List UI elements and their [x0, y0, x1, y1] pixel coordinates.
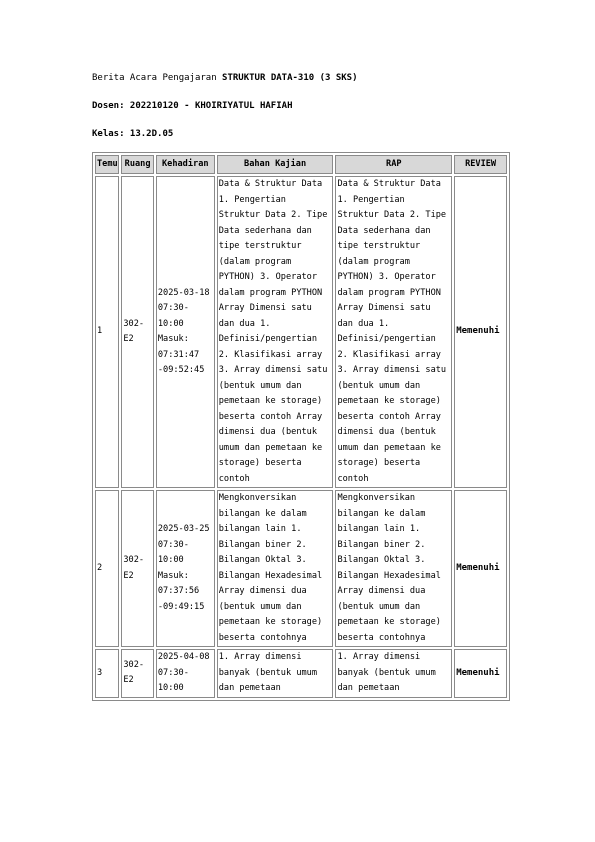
- header-temu: Temu: [95, 155, 119, 174]
- cell-temu: 2: [95, 490, 119, 647]
- cell-bahan-kajian: Mengkonversikan bilangan ke dalam bilangan lain 1. Bilangan biner 2. Bilangan Oktal 3. Bilangan Hexadesimal Array dimensi dua (bentuk umum dan pemetaan ke storage) beserta contohnya: [217, 490, 334, 647]
- table-row: [95, 176, 507, 488]
- cell-rap: Data & Struktur Data 1. Pengertian Struktur Data 2. Tipe Data sederhana dan tipe terstruktur (dalam program PYTHON) 3. Operator dalam program PYTHON Array Dimensi satu dan dua 1. Definisi/pengertian 2. Klasifikasi array 3. Array dimensi satu (bentuk umum dan pemetaan ke storage) beserta contoh Array dimensi dua (bentuk umum dan pemetaan ke storage) beserta contoh: [335, 176, 452, 488]
- course-name: STRUKTUR DATA-310 (3 SKS): [222, 73, 358, 83]
- table-row: [95, 490, 507, 647]
- header-review: REVIEW: [454, 155, 507, 174]
- table-header-row: [95, 155, 507, 174]
- cell-ruang: 302-E2: [121, 176, 153, 488]
- header-kehadiran: Kehadiran: [156, 155, 215, 174]
- cell-rap: 1. Array dimensi banyak (bentuk umum dan pemetaan: [335, 649, 452, 698]
- class-line: Kelas: 13.2D.05: [92, 129, 174, 139]
- cell-temu: 3: [95, 649, 119, 698]
- cell-kehadiran: 2025-04-08 07:30-10:00: [156, 649, 215, 698]
- title-prefix: Berita Acara Pengajaran: [92, 73, 217, 83]
- cell-bahan-kajian: Data & Struktur Data 1. Pengertian Struktur Data 2. Tipe Data sederhana dan tipe terstruktur (dalam program PYTHON) 3. Operator dalam program PYTHON Array Dimensi satu dan dua 1. Definisi/pengertian 2. Klasifikasi array 3. Array dimensi satu (bentuk umum dan pemetaan ke storage) beserta contoh Array dimensi dua (bentuk umum dan pemetaan ke storage) beserta contoh: [217, 176, 334, 488]
- cell-review: Memenuhi: [454, 176, 507, 488]
- cell-temu: 1: [95, 176, 119, 488]
- cell-ruang: 302-E2: [121, 490, 153, 647]
- cell-kehadiran: 2025-03-18 07:30-10:00 Masuk: 07:31:47 -09:52:45: [156, 176, 215, 488]
- table-row: [95, 649, 507, 698]
- header-ruang: Ruang: [121, 155, 153, 174]
- cell-bahan-kajian: 1. Array dimensi banyak (bentuk umum dan pemetaan: [217, 649, 334, 698]
- header-rap: RAP: [335, 155, 452, 174]
- attendance-table: [92, 152, 510, 701]
- document-title: [92, 73, 358, 83]
- cell-review: Memenuhi: [454, 649, 507, 698]
- cell-rap: Mengkonversikan bilangan ke dalam bilangan lain 1. Bilangan biner 2. Bilangan Oktal 3. Bilangan Hexadesimal Array dimensi dua (bentuk umum dan pemetaan ke storage) beserta contohnya: [335, 490, 452, 647]
- cell-kehadiran: 2025-03-25 07:30-10:00 Masuk: 07:37:56 -09:49:15: [156, 490, 215, 647]
- cell-review: Memenuhi: [454, 490, 507, 647]
- header-bahan-kajian: Bahan Kajian: [217, 155, 334, 174]
- lecturer-line: Dosen: 202210120 - KHOIRIYATUL HAFIAH: [92, 101, 293, 111]
- cell-ruang: 302-E2: [121, 649, 153, 698]
